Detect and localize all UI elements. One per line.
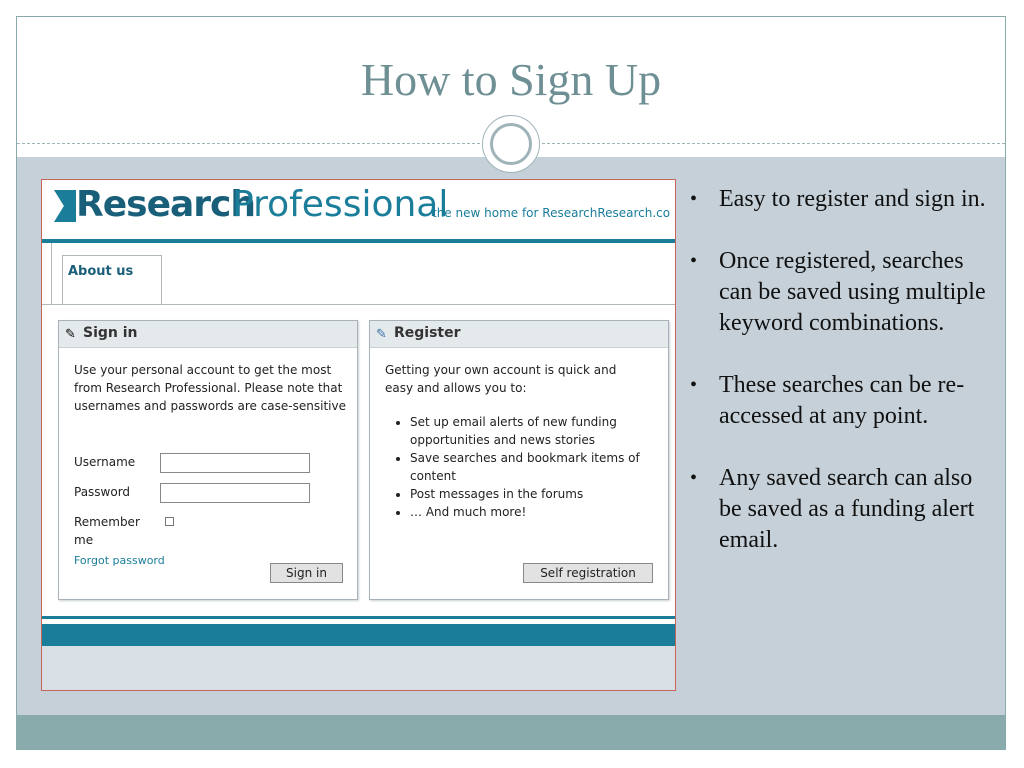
tab-about-us[interactable]	[62, 255, 162, 304]
circle-ornament-inner	[490, 123, 532, 165]
bullet-text: Any saved search can also be saved as a funding alert email.	[719, 465, 975, 553]
bullet-dot-icon: •	[690, 467, 698, 489]
password-input[interactable]	[160, 483, 310, 503]
logo-research: Research	[76, 184, 255, 225]
tab-edge	[51, 243, 52, 305]
bullet-text: Easy to register and sign in.	[719, 186, 986, 212]
register-title: Register	[394, 325, 461, 341]
register-panel	[369, 320, 669, 600]
signin-button[interactable]: Sign in	[270, 563, 343, 583]
remember-checkbox[interactable]	[165, 517, 174, 526]
register-panel-header	[370, 321, 668, 348]
signin-panel-header	[59, 321, 357, 348]
remember-label: Remember me	[74, 515, 140, 547]
bullet-item	[690, 370, 990, 432]
register-benefits-list	[390, 413, 640, 521]
logo-professional: Professional	[232, 184, 449, 225]
bullet-dot-icon: •	[690, 250, 698, 272]
bullet-item	[690, 463, 990, 556]
bullet-item	[690, 246, 990, 339]
tagline: the new home for ResearchResearch.co	[432, 206, 671, 220]
circle-ornament-icon	[482, 115, 540, 173]
self-registration-button[interactable]: Self registration	[523, 563, 653, 583]
bullet-list	[690, 184, 990, 587]
list-item: • Post messages in the forums	[410, 485, 640, 503]
pencil-icon: ✎	[65, 327, 76, 342]
bullet-item	[690, 184, 990, 215]
footer-rule	[42, 616, 675, 619]
list-item: • Save searches and bookmark items of content	[410, 449, 640, 485]
list-item: • … And much more!	[410, 503, 640, 521]
footer-band	[17, 715, 1005, 749]
bullet-text: Once registered, searches can be saved using multiple keyword combinations.	[719, 248, 986, 336]
signin-intro: Use your personal account to get the most from Research Professional. Please note that usernames and passwords are case-sensitive	[74, 363, 346, 413]
register-icon: ✎	[376, 327, 387, 342]
forgot-password-link[interactable]: Forgot password	[74, 554, 165, 567]
signin-panel	[58, 320, 358, 600]
username-input[interactable]	[160, 453, 310, 473]
bullet-text: These searches can be re-accessed at any point.	[719, 372, 965, 429]
password-label: Password	[74, 485, 131, 499]
signin-title: Sign in	[83, 325, 138, 341]
logo-mark-icon	[54, 190, 76, 222]
bullet-dot-icon: •	[690, 374, 698, 396]
header-rule	[42, 239, 675, 243]
website-screenshot	[41, 179, 676, 691]
bullet-dot-icon: •	[690, 188, 698, 210]
slide-title: How to Sign Up	[360, 54, 662, 105]
list-item: • Set up email alerts of new funding opportunities and news stories	[410, 413, 640, 449]
tabs-baseline	[42, 304, 675, 305]
site-header	[42, 180, 675, 240]
register-intro: Getting your own account is quick and easy and allows you to:	[385, 363, 617, 395]
username-label: Username	[74, 455, 136, 469]
footer-area	[42, 646, 675, 690]
tab-about-us-label: About us	[68, 264, 134, 279]
footer-band-teal	[42, 624, 675, 646]
